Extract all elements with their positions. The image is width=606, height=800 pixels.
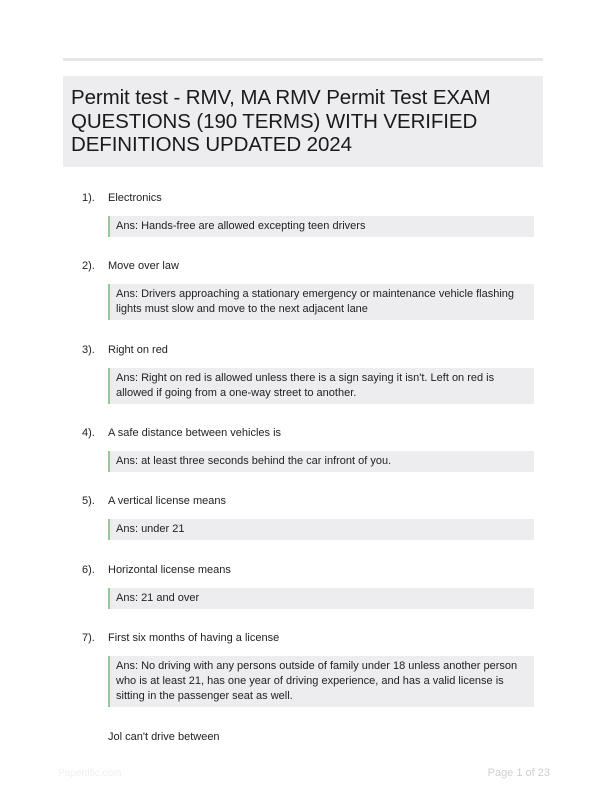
question-number: 7). <box>82 632 95 644</box>
question-number: 6). <box>82 564 95 576</box>
answer-box: Ans: at least three seconds behind the car infront of you. <box>108 451 534 472</box>
document-title: Permit test - RMV, MA RMV Permit Test EXAM QUESTIONS (190 TERMS) WITH VERIFIED DEFINITIONS UPDATED 2024 <box>71 86 491 156</box>
question-text: Electronics <box>108 192 162 204</box>
question-number: 5). <box>82 495 95 507</box>
question-text: First six months of having a license <box>108 632 280 644</box>
answer-box: Ans: Hands-free are allowed excepting teen drivers <box>108 216 534 237</box>
question-number: 4). <box>82 427 95 439</box>
footer-page-number: Page 1 of 23 <box>487 767 550 779</box>
title-box <box>63 76 543 167</box>
question-text: Move over law <box>108 260 179 272</box>
question-number: 3). <box>82 344 95 356</box>
question-text: A vertical license means <box>108 495 226 507</box>
top-divider <box>63 58 543 61</box>
answer-box: Ans: Right on red is allowed unless there is a sign saying it isn't. Left on red is allowed if going from a one-way street to another. <box>108 368 534 404</box>
footer-site: Papertific.com <box>58 768 122 779</box>
answer-box: Ans: under 21 <box>108 519 534 540</box>
question-text: A safe distance between vehicles is <box>108 427 282 439</box>
question-number: 1). <box>82 192 95 204</box>
trailing-question-text: Jol can't drive between <box>108 731 220 743</box>
question-number: 2). <box>82 260 95 272</box>
answer-box: Ans: Drivers approaching a stationary emergency or maintenance vehicle flashing lights must slow and move to the next adjacent lane <box>108 284 534 320</box>
answer-box: Ans: 21 and over <box>108 588 534 609</box>
answer-box: Ans: No driving with any persons outside of family under 18 unless another person who is at least 21, has one year of driving experience, and has a valid license is sitting in the passenger seat as well. <box>108 656 534 707</box>
question-text: Horizontal license means <box>108 564 231 576</box>
question-text: Right on red <box>108 344 168 356</box>
